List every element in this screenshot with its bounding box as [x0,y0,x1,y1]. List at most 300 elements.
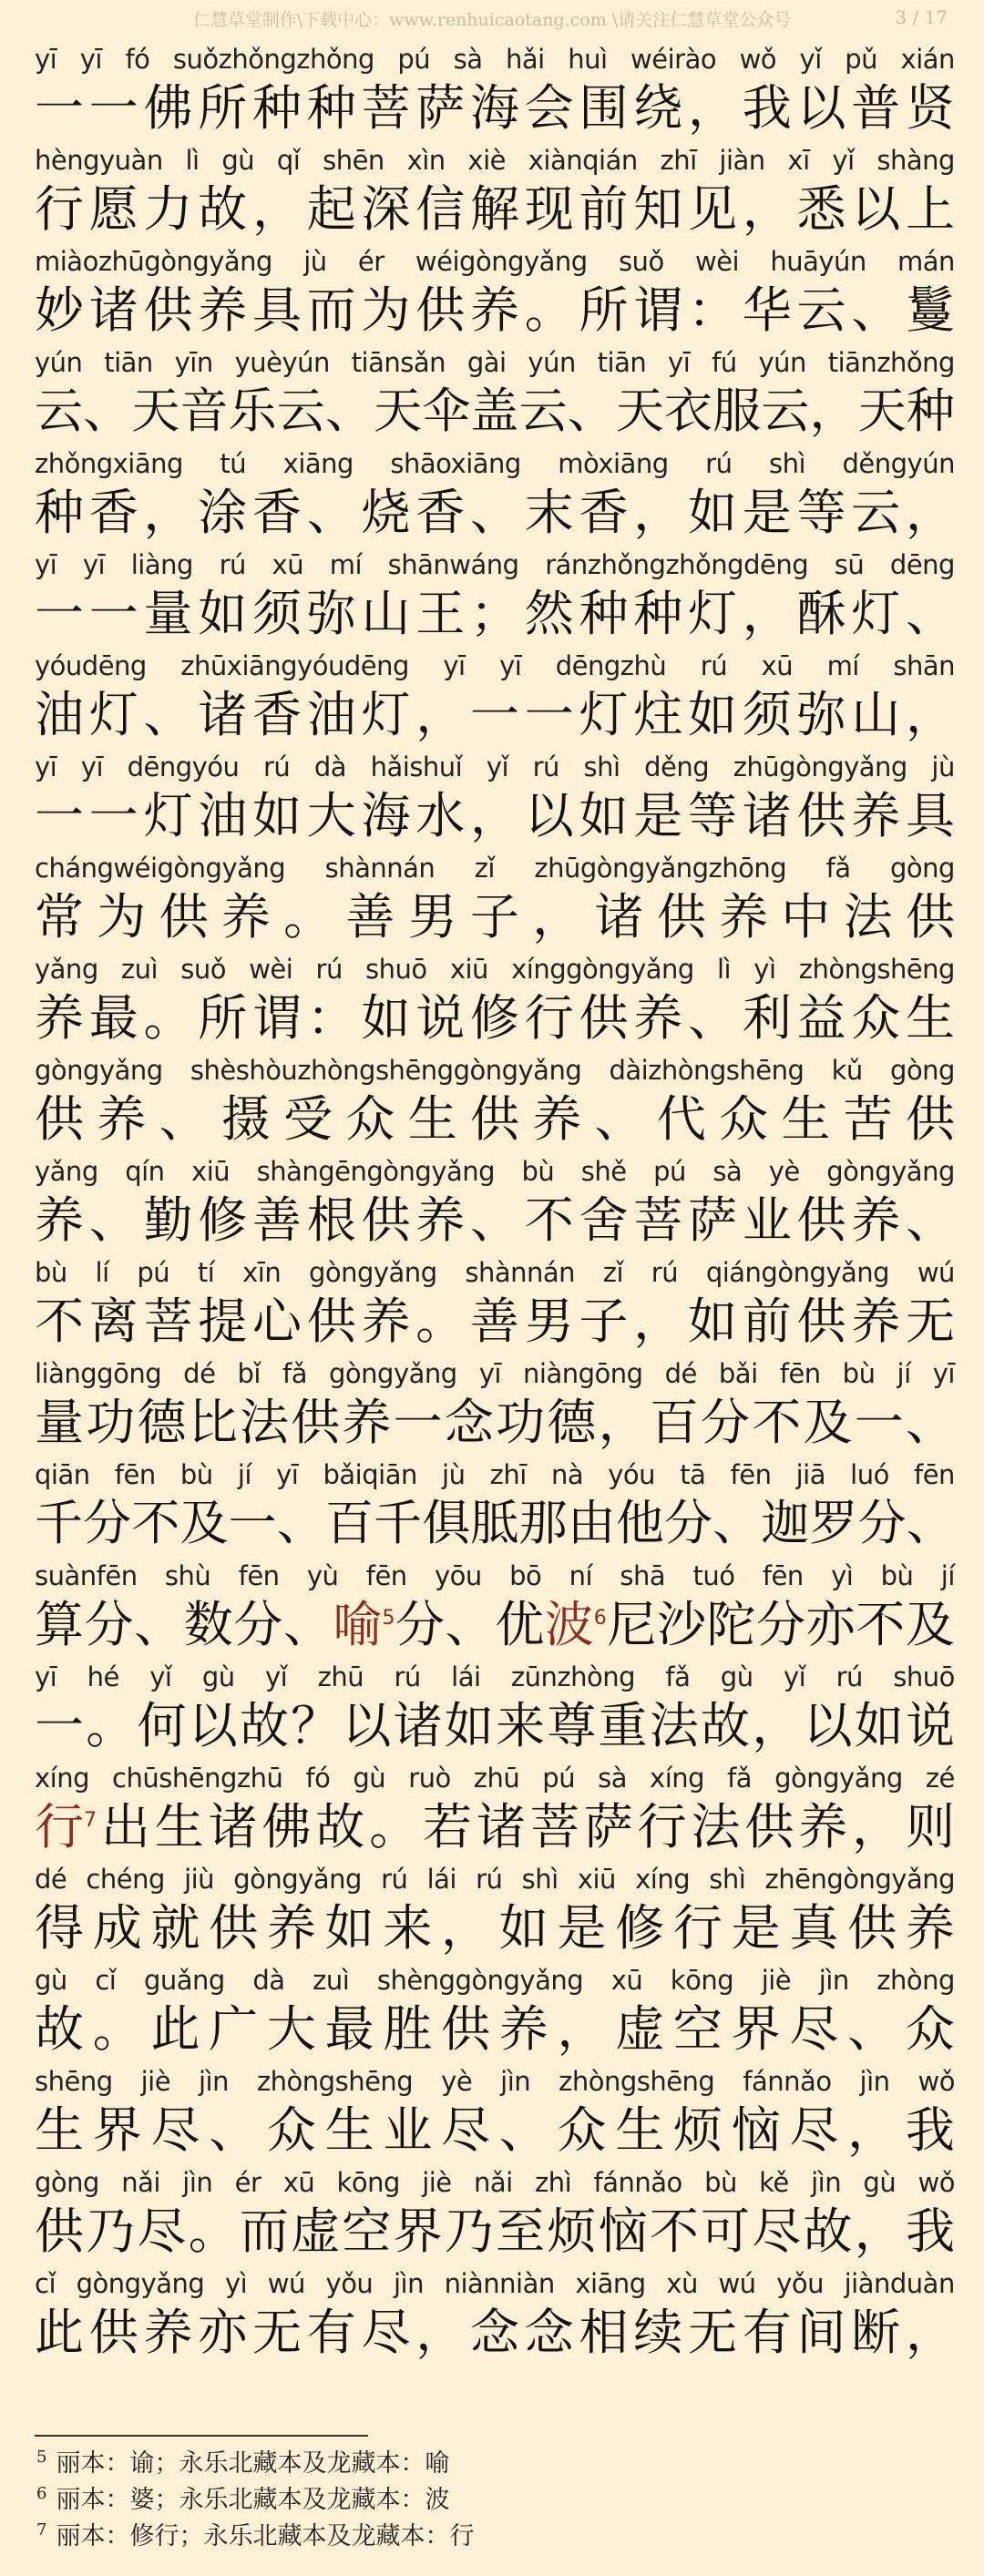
hanzi-char: ， [415,2303,466,2361]
pinyin-syllable: wǒ [917,2167,955,2198]
hanzi-row [35,884,955,946]
pinyin-syllable: tā [680,1459,706,1490]
pinyin-syllable: gù [201,1661,235,1692]
hanzi-char: ： [306,988,356,1047]
hanzi-char: 供 [847,1898,897,1957]
pinyin-syllable: yǐ [799,44,822,75]
pinyin-syllable: yù [306,1560,339,1591]
pinyin-syllable: tuó [692,1560,735,1591]
pinyin-syllable: rú [651,1257,679,1288]
pinyin-syllable: fēn [238,1560,280,1591]
hanzi-char: 一 [854,1393,904,1451]
pinyin-syllable: mán [897,246,955,277]
hanzi-row [35,985,955,1047]
pinyin-syllable: xī [787,145,810,176]
pinyin-syllable: yǐ [149,1661,172,1692]
pinyin-syllable: ér [357,246,384,277]
pinyin-syllable: wǒ [917,2066,955,2097]
hanzi-char: 。 [188,2202,238,2260]
pinyin-syllable: gù [221,145,255,176]
hanzi-char: 尽 [789,2101,839,2159]
hanzi-char: 功 [86,1393,136,1451]
hanzi-char: 养 [220,887,271,946]
pinyin-syllable: tiānsǎn [351,347,446,378]
hanzi-char: 养 [851,786,901,844]
hanzi-char: 油 [35,685,84,743]
hanzi-char: 天 [615,383,664,439]
pinyin-syllable: nà [550,1459,584,1490]
hanzi-char: 分 [701,1393,751,1451]
hanzi-char: 不 [524,1191,574,1249]
pinyin-syllable: bù [35,1257,67,1288]
hanzi-char: 利 [742,988,792,1047]
hanzi-char: 及 [803,1393,853,1451]
hanzi-char: 然 [524,584,574,642]
hanzi-char: 修 [198,1191,248,1249]
pinyin-syllable: fēn [730,1459,772,1490]
hanzi-char: 养 [470,281,519,339]
pinyin-syllable: ní [569,1560,593,1591]
pinyin-syllable: xíng [635,1864,691,1895]
pinyin-syllable: hèngyuàn [35,145,163,176]
hanzi-char: 一 [470,685,519,743]
pinyin-syllable: xíng [35,1763,90,1794]
hanzi-char: 服 [712,383,762,439]
hanzi-char: 故 [701,1696,751,1754]
hanzi-char: 力 [143,179,193,238]
hanzi-char: 苦 [843,1089,893,1148]
pinyin-syllable: zhòngshēng [256,2066,414,2097]
hanzi-row [35,2198,955,2260]
text-line [35,1958,955,2059]
pinyin-syllable: pú [137,1257,170,1288]
hanzi-char: 生 [407,1089,457,1148]
pinyin-syllable: fēn [762,1560,804,1591]
pinyin-syllable: wéigòngyǎng [415,246,588,277]
pinyin-syllable: xū [282,2167,315,2198]
pinyin-syllable: luó [850,1459,889,1490]
hanzi-char: 供 [469,1089,519,1148]
pinyin-syllable: xū [272,549,304,580]
pinyin-syllable: fēn [114,1459,156,1490]
pinyin-syllable: tí [197,1257,215,1288]
pinyin-syllable: rú [835,1661,863,1692]
hanzi-char: 、 [906,1496,955,1551]
pinyin-syllable: sà [453,44,483,75]
pinyin-syllable: fēn [779,1358,821,1389]
hanzi-char: 供 [905,1089,955,1148]
hanzi-char: 山 [361,584,411,642]
pinyin-syllable: jìn [500,2066,531,2097]
hanzi-char: 舍 [579,1191,629,1249]
hanzi-char: 具 [252,281,302,339]
pinyin-syllable: xiū [191,1156,231,1187]
hanzi-char: 行 [524,988,574,1047]
hanzi-char: 无 [906,1292,955,1350]
hanzi-char: 炷 [633,685,683,743]
pinyin-syllable: yǎng [35,1156,98,1187]
pinyin-syllable: shènggòngyǎng [376,1965,584,1996]
pinyin-syllable: jìn [199,2066,229,2097]
hanzi-char: 得 [35,1898,84,1957]
hanzi-char: 善 [345,887,395,946]
hanzi-char: 供 [796,1191,846,1249]
hanzi-char: 生 [906,988,955,1047]
pinyin-syllable: fǎ [825,853,851,884]
pinyin-syllable: zhī [489,1459,527,1490]
text-line [35,744,955,845]
hanzi-char: 如 [198,584,248,642]
pinyin-syllable: yōu [435,1560,482,1591]
pinyin-syllable: shèshòuzhòngshēnggòngyǎng [190,1055,582,1086]
pinyin-syllable: shànnán [324,853,436,884]
hanzi-char: 千 [35,1496,83,1551]
hanzi-char: 菩 [361,78,411,137]
hanzi-char: 胝 [470,1496,519,1551]
hanzi-char: 、 [470,1191,519,1249]
hanzi-char: 云 [761,383,810,439]
hanzi-char: 供 [796,786,846,844]
pinyin-syllable: yī [79,44,102,75]
scripture-body [35,36,955,2362]
pinyin-syllable: sà [598,1763,628,1794]
hanzi-char: 如 [252,786,302,844]
pinyin-syllable: tú [220,448,247,479]
hanzi-char: 而 [306,281,356,339]
hanzi-char: 、 [159,1089,209,1148]
pinyin-syllable: xiāng [282,448,354,479]
hanzi-char: 诸 [594,887,644,946]
hanzi-row [35,580,955,642]
pinyin-syllable: gòng [35,2167,99,2198]
hanzi-char: 故 [239,1696,289,1754]
hanzi-char: 分 [233,1595,283,1653]
hanzi-char: 众 [557,2101,607,2159]
pinyin-syllable: fēn [914,1459,955,1490]
pinyin-syllable: bō [509,1560,542,1591]
pinyin-syllable: jìn [818,1965,849,1996]
hanzi-char: 谓 [252,988,302,1047]
pinyin-syllable: zhòngshēng [798,954,955,985]
hanzi-char: 云 [796,281,846,339]
hanzi-char: 乃 [86,2202,136,2260]
pinyin-syllable: rú [705,448,733,479]
pinyin-syllable: yì [831,1560,854,1591]
hanzi-char: 愿 [88,179,138,238]
pinyin-syllable: wǒ [739,44,777,75]
hanzi-char: 如 [688,685,737,743]
pinyin-syllable: cǐ [35,2268,56,2299]
hanzi-char: 诸 [208,1797,258,1855]
hanzi-char: 。 [369,1797,419,1855]
hanzi-row [35,1389,955,1451]
hanzi-char: 则 [906,1797,955,1855]
pinyin-syllable: rú [315,954,343,985]
pinyin-syllable: shì [709,1864,746,1895]
hanzi-char: 间 [796,2303,846,2361]
hanzi-char: 上 [906,179,955,238]
pinyin-syllable: bù [880,1560,914,1591]
hanzi-char: ， [742,584,792,642]
hanzi-char: 代 [656,1089,706,1148]
hanzi-char: 善 [470,1292,519,1350]
pinyin-syllable: nǎi [121,2167,160,2198]
hanzi-char: 尽 [361,2303,411,2361]
hanzi-char: 养 [342,1393,392,1451]
hanzi-char: 、 [143,685,193,743]
hanzi-char: 可 [701,2202,751,2260]
hanzi-char: 量 [143,584,193,642]
hanzi-char: 广 [209,1999,259,2058]
hanzi-char: 成 [92,1898,142,1957]
hanzi-char: 妙 [35,281,84,339]
pinyin-syllable: gù [353,1763,386,1794]
hanzi-char: 天 [374,383,423,439]
hanzi-char: 就 [150,1898,200,1957]
text-line [35,1553,955,1654]
hanzi-char: 尊 [547,1696,597,1754]
hanzi-char: 百 [324,1496,374,1551]
hanzi-char: 受 [283,1089,333,1148]
hanzi-char: 供 [579,988,629,1047]
pinyin-syllable: tiān [104,347,153,378]
hanzi-char: ， [441,1898,491,1957]
hanzi-char: 供 [656,887,706,946]
text-line [35,946,955,1048]
hanzi-char: ？ [291,1696,341,1754]
text-line [35,1250,955,1351]
hanzi-char: ， [906,483,955,541]
hanzi-char: 最 [88,988,138,1047]
pinyin-syllable: shànnán [465,1257,576,1288]
pinyin-syllable: jiù [184,1864,215,1895]
pinyin-syllable: yǒu [776,2268,824,2299]
text-line [35,441,955,542]
hanzi-char: ， [847,2101,897,2159]
pinyin-syllable: kōng [670,1965,734,1996]
hanzi-row [35,2299,955,2361]
pinyin-syllable: cǐ [95,1965,117,1996]
pinyin-syllable: fó [305,1763,331,1794]
pinyin-syllable: yī [80,751,104,782]
footnote-item [36,2446,948,2482]
pinyin-syllable: bù [179,1459,213,1490]
pinyin-syllable: shì [583,751,620,782]
pinyin-syllable: yóudēng [35,650,147,681]
pinyin-syllable: fǎ [727,1763,753,1794]
footnote-number: 5 [36,2448,47,2467]
hanzi-char: 、 [209,2101,259,2159]
hanzi-char: 等 [796,483,846,541]
text-line [35,1351,955,1452]
hanzi-char: 念 [524,2303,574,2361]
pinyin-syllable: dé [183,1358,216,1389]
hanzi-row [35,1490,955,1549]
hanzi-char: 、 [276,1496,325,1551]
hanzi-char: 善 [252,1191,302,1249]
hanzi-char: 供 [88,2303,138,2361]
hanzi-char: 。 [415,1292,466,1350]
pinyin-syllable: shuō [365,954,427,985]
hanzi-char: 最 [324,1999,374,2058]
hanzi-char: 种 [906,383,955,439]
pinyin-syllable: dé [35,1864,67,1895]
hanzi-char: 、 [88,1191,138,1249]
hanzi-char: 种 [35,483,84,541]
hanzi-char: 、 [134,1595,184,1653]
hanzi-char: 断 [851,2303,901,2361]
hanzi-char: 来 [383,1898,433,1957]
hanzi-char: 分 [84,1595,134,1653]
pinyin-syllable: lì [185,145,200,176]
hanzi-char: 供 [905,887,955,946]
pinyin-syllable: yǐ [265,1661,288,1692]
hanzi-char: 种 [306,78,356,137]
pinyin-syllable: fó [125,44,150,75]
hanzi-char: 那 [518,1496,568,1551]
pinyin-syllable: jiè [761,1965,792,1996]
pinyin-syllable: dé [664,1358,697,1389]
hanzi-char: 一 [88,78,138,137]
hanzi-char: 须 [252,584,302,642]
hanzi-char: 我 [742,78,792,137]
hanzi-char: 养 [532,1089,582,1148]
hanzi-char: 所 [579,281,629,339]
pinyin-syllable: yī [35,549,57,580]
hanzi-char: 烧 [361,483,411,541]
pinyin-syllable: yī [668,347,691,378]
hanzi-char: 以 [796,78,846,137]
text-line [35,2261,955,2362]
pinyin-syllable: zhì [535,2167,572,2198]
text-line [35,138,955,239]
pinyin-syllable: shù [164,1560,211,1591]
hanzi-char: 信 [415,179,466,238]
text-line [35,845,955,946]
hanzi-char: 常 [35,887,84,946]
hanzi-char: 以 [342,1696,392,1754]
pinyin-syllable: dà [313,751,347,782]
hanzi-char: 须 [742,685,792,743]
pinyin-syllable: pú [542,1763,576,1794]
hanzi-char: 养 [35,1191,84,1249]
pinyin-syllable: ér [234,2167,261,2198]
hanzi-char: 众 [719,1089,769,1148]
pinyin-syllable: jiā [795,1459,825,1490]
hanzi-char: 养 [498,1999,548,2058]
pinyin-syllable: dēngyóu [127,751,240,782]
hanzi-char: 此 [35,2303,84,2361]
text-line [35,1149,955,1250]
pinyin-syllable: rú [700,650,728,681]
pinyin-syllable: ránzhǒngzhǒngdēng [545,549,809,580]
pinyin-syllable: zhǒngxiāng [35,448,183,479]
hanzi-char: 不 [649,2202,699,2260]
pinyin-syllable: yǎng [35,954,98,985]
hanzi-char: 诸 [88,281,138,339]
hanzi-char: 说 [905,1696,955,1754]
hanzi-char: ， [906,2303,955,2361]
pinyin-syllable: pǔ [845,44,878,75]
hanzi-char: 天 [857,383,907,439]
footnote-text: 丽本：谕；永乐北藏本及龙藏本：喻 [56,2449,450,2478]
hanzi-char: 众 [905,1999,955,2058]
text-line [35,2059,955,2160]
pinyin-syllable: yī [35,44,57,75]
hanzi-char: 以 [524,786,574,844]
footnote-item [36,2482,948,2519]
hanzi-char: 界 [393,2202,443,2260]
hanzi-char: ， [470,786,519,844]
pinyin-syllable: lí [95,1257,109,1288]
hanzi-char: 生 [781,1089,831,1148]
pinyin-syllable: miàozhūgòngyǎng [35,246,272,277]
hanzi-char: 根 [306,1191,356,1249]
hanzi-char: 养 [905,1898,955,1957]
hanzi-row [35,479,955,541]
hanzi-char: 分 [664,1496,713,1551]
hanzi-char: 来 [496,1696,546,1754]
hanzi-char: 种 [579,584,629,642]
text-line [35,643,955,744]
hanzi-char: 解 [470,179,519,238]
hanzi-char: 养 [361,1292,411,1350]
pinyin-syllable: zhòngshēng [559,2066,715,2097]
hanzi-char: 众 [345,1089,395,1148]
pinyin-syllable: jiàn [719,145,765,176]
hanzi-char: 千 [374,1496,423,1551]
hanzi-char: 养 [851,1191,901,1249]
hanzi-char: ， [752,1696,802,1754]
hanzi-char: 养 [719,887,769,946]
hanzi-row [35,378,955,439]
hanzi-char: 一 [35,1696,84,1754]
hanzi-char: 、 [594,1089,644,1148]
pinyin-syllable: jù [303,246,327,277]
pinyin-syllable: nǎi [473,2167,513,2198]
pinyin-syllable: hǎishuǐ [370,751,463,782]
hanzi-char: 是 [633,786,683,844]
pinyin-syllable: xù [666,2268,698,2299]
pinyin-syllable: chūshēngzhū [112,1763,283,1794]
pinyin-syllable: gòngyǎng [329,1358,457,1389]
hanzi-char: 子 [579,1292,629,1350]
pinyin-syllable: lái [426,1864,456,1895]
hanzi-char: 悉 [796,179,846,238]
pinyin-syllable: fēn [365,1560,407,1591]
hanzi-char: 离 [88,1292,138,1350]
hanzi-char: 诸 [393,1696,443,1754]
hanzi-char: 供 [744,1797,794,1855]
hanzi-char: 乃 [444,2202,494,2260]
hanzi-char: 具 [906,786,955,844]
pinyin-syllable: jìn [811,2167,842,2198]
hanzi-char: 萨 [688,1191,737,1249]
hanzi-char: 界 [92,2101,142,2159]
pinyin-syllable: jìn [859,2066,890,2097]
pinyin-syllable: rú [476,1864,503,1895]
pinyin-syllable: shàngēngòngyǎng [256,1156,496,1187]
pinyin-syllable: xū [610,1965,643,1996]
hanzi-char: 、 [906,1191,955,1249]
hanzi-char: 相 [579,2303,629,2361]
pinyin-syllable: niàngōng [523,1358,643,1389]
hanzi-char: 菩 [143,1292,193,1350]
pinyin-syllable: hé [87,1661,119,1692]
pinyin-syllable: rú [262,751,291,782]
hanzi-char: 提 [198,1292,248,1350]
pinyin-syllable: fǎ [665,1661,691,1692]
